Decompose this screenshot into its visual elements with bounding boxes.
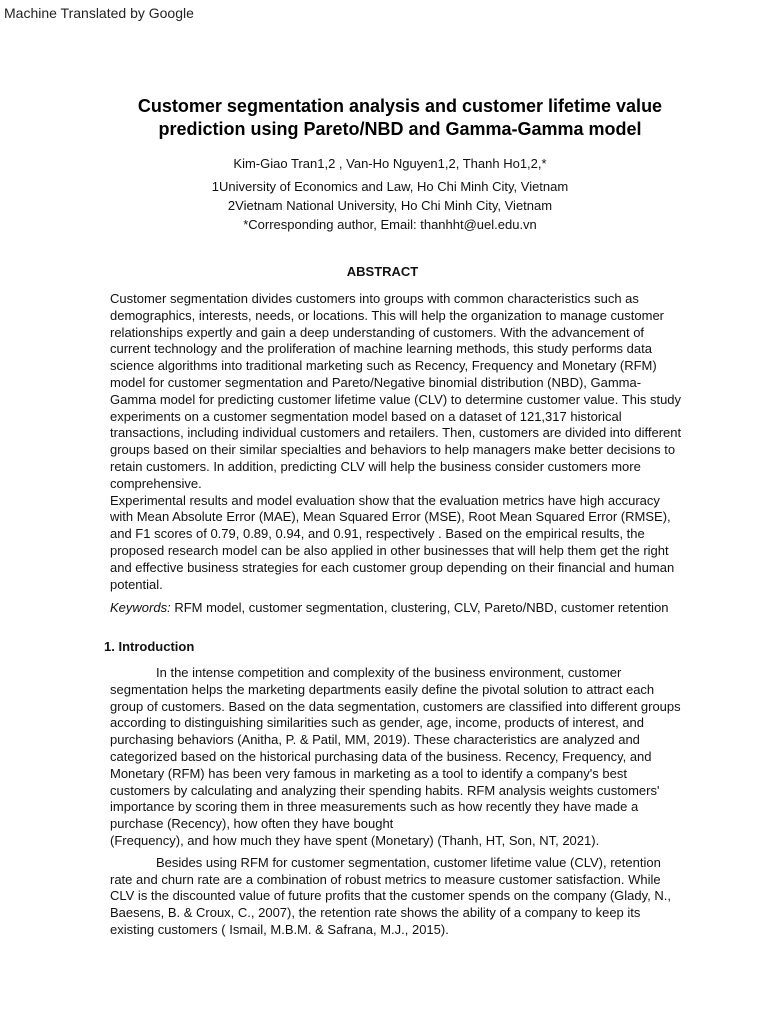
intro-paragraph-2-text: Besides using RFM for customer segmentation, customer lifetime value (CLV), retention rate and churn rate are a combination of robust metrics to measure customer satisfaction. While CLV is the discounted value of future profits that the customer spends on the company (Glady, N., Baesens, B. & Croux, C., 2007), the retention rate shows the ability of a company to keep its existing customers ( Ismail, M.B.M. & Safrana, M.J., 2015).: [110, 854, 671, 937]
machine-translation-watermark: Machine Translated by Google: [4, 5, 194, 21]
keywords-label: Keywords:: [110, 600, 171, 615]
title-line-1: Customer segmentation analysis and customer lifetime value: [137, 96, 663, 116]
keywords: [110, 600, 670, 615]
corresponding-author: *Corresponding author, Email: thanhht@uel.edu.vn: [243, 217, 537, 232]
affiliation-1: 1University of Economics and Law, Ho Chi Minh City, Vietnam: [211, 179, 569, 194]
intro-paragraph-1-text: In the intense competition and complexity of the business environment, customer segmentation helps the marketing departments easily define the pivotal solution to attract each group of customers. Based on the data segmentation, customers are classified into different groups according to distinguishing similarities such as gender, age, income, products of interest, and purchasing behaviors (Anitha, P. & Patil, MM, 2019). These characteristics are analyzed and categorized based on the historical purchasing data of the business. Recency, Frequency, and Monetary (RFM) has been very famous in marketing as a tool to identify a company's best customers by calculating and analyzing their spending habits. RFM analysis weights customers' importance by scoring them in three measurements such as how recently they have made a purchase (Recency), how often they have bought: [110, 665, 681, 832]
abstract-paragraph-1: Customer segmentation divides customers into groups with common characteristics such as demographics, interests, needs, or locations. This will help the organization to manage customer relationships expertly and gain a deep understanding of customers. With the advancement of current technology and the proliferation of machine learning methods, this study performs data science algorithms into traditional marketing such as Recency, Frequency and Monetary (RFM) model for customer segmentation and Pareto/Negative binomial distribution (NBD), Gamma-Gamma model for predicting customer lifetime value (CLV) to determine customer value. This study experiments on a customer segmentation model based on a dataset of 121,317 historical transactions, including individual customers and retailers. Then, customers are divided into different groups based on their similar specialties and behaviors to help managers make better decisions to retain customers. In addition, predicting CLV will help the business consider customers more comprehensive.: [110, 291, 682, 491]
intro-paragraph-1-continued: (Frequency), and how much they have spent (Monetary) (Thanh, HT, Son, NT, 2021).: [110, 832, 600, 848]
intro-paragraph-1: [110, 665, 685, 833]
abstract-body: [110, 291, 682, 593]
affiliation-2: 2Vietnam National University, Ho Chi Minh City, Vietnam: [227, 198, 553, 213]
section-heading-introduction: 1. Introduction: [104, 639, 195, 654]
abstract-paragraph-2: Experimental results and model evaluation show that the evaluation metrics have high accuracy with Mean Absolute Error (MAE), Mean Squared Error (MSE), Root Mean Squared Error (RMSE), and F1 scores of 0.79, 0.89, 0.94, and 0.91, respectively . Based on the empirical results, the proposed research model can be also applied in other businesses that will help them get the right and effective business strategies for each customer group depending on their financial and human potential.: [110, 492, 675, 592]
keywords-text: RFM model, customer segmentation, clustering, CLV, Pareto/NBD, customer retention: [170, 600, 669, 615]
author-list: Kim-Giao Tran1,2 , Van-Ho Nguyen1,2, Thanh Ho1,2,*: [233, 156, 547, 171]
abstract-heading: ABSTRACT: [346, 264, 419, 279]
title-line-2: prediction using Pareto/NBD and Gamma-Gamma model: [158, 119, 642, 139]
introduction-body: [110, 665, 685, 939]
intro-paragraph-2: [110, 855, 685, 939]
paper-title: [70, 95, 730, 141]
